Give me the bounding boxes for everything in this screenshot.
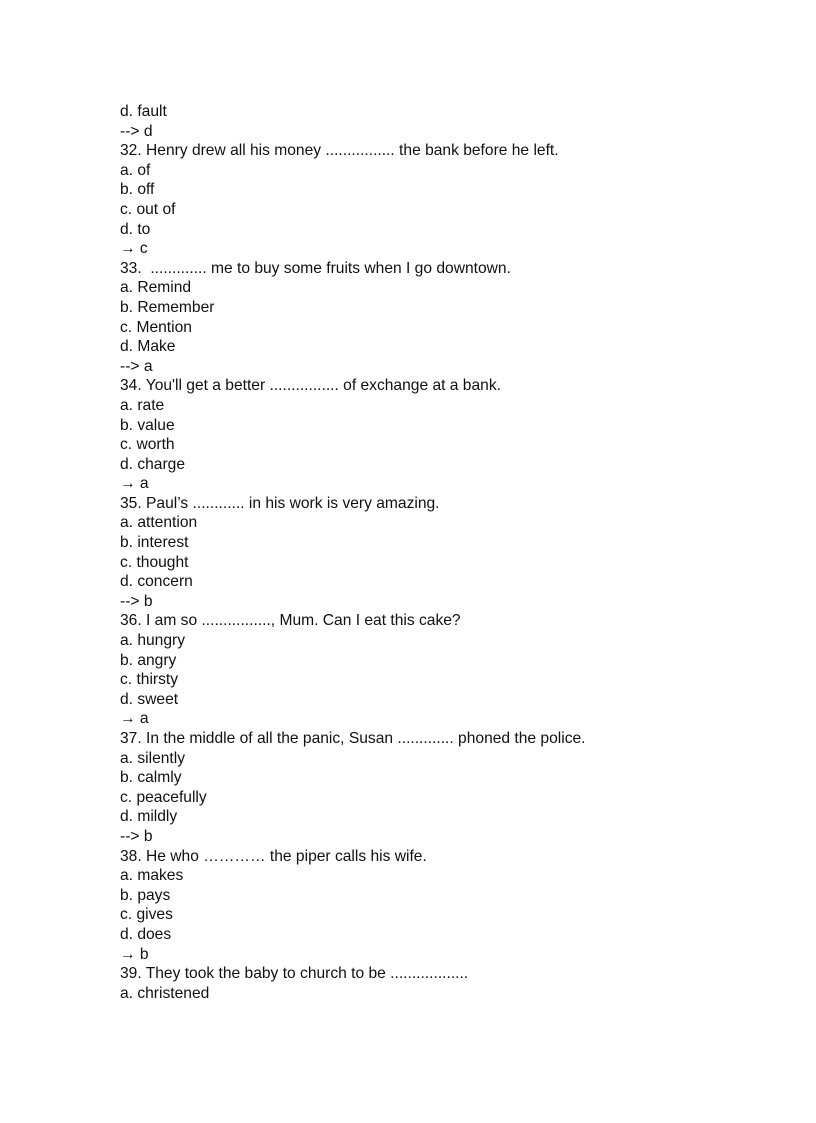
option-d: d. to [120,220,151,238]
option-b: b. Remember [120,298,215,316]
answer-line: → a [120,475,149,493]
option-a: a. rate [120,396,165,414]
option-b: b. pays [120,886,171,904]
answer-line: --> d [120,122,153,140]
option-a: a. christened [120,984,210,1002]
option-a: a. Remind [120,279,192,297]
option-b: b. angry [120,651,177,669]
option-d: d. mildly [120,808,178,826]
question-34: 34. You'll get a better ................ of exchange at a bank. [120,377,501,395]
option-b: b. calmly [120,769,182,787]
question-37: 37. In the middle of all the panic, Susan ............. phoned the police. [120,730,586,747]
question-38: 38. He who ………… the piper calls his wife. [120,847,427,865]
option-b: b. off [120,181,155,199]
answer-line: --> b [120,592,153,610]
option-c: c. thirsty [120,671,179,689]
option-d: d. sweet [120,690,179,708]
option-a: a. makes [120,867,184,885]
option-c: c. peacefully [120,788,207,806]
answer-line: --> a [120,357,153,375]
option-d: d. concern [120,573,193,591]
answer-line: --> b [120,827,153,845]
question-39: 39. They took the baby to church to be .................. [120,965,469,983]
option-b: b. interest [120,534,189,552]
option-a: a. attention [120,514,198,532]
question-33: 33. ............. me to buy some fruits when I go downtown. [120,259,511,277]
option-d: d. charge [120,455,186,473]
option-b: b. value [120,416,175,434]
answer-line: → b [120,945,149,963]
option-d: d. Make [120,338,176,356]
text-line: d. fault [120,103,167,120]
option-c: c. Mention [120,318,192,336]
option-a: a. of [120,161,151,179]
question-36: 36. I am so ................, Mum. Can I eat this cake? [120,612,461,630]
option-c: c. worth [120,436,175,454]
option-a: a. silently [120,749,186,767]
option-c: c. gives [120,906,173,924]
option-c: c. out of [120,200,176,218]
answer-line: → a [120,710,149,728]
document-body [120,102,740,1003]
answer-line: → c [120,240,148,258]
option-a: a. hungry [120,632,186,650]
option-d: d. does [120,925,172,943]
question-35: 35. Paul’s ............ in his work is very amazing. [120,494,440,512]
question-32: 32. Henry drew all his money ................ the bank before he left. [120,142,559,160]
option-c: c. thought [120,553,189,571]
